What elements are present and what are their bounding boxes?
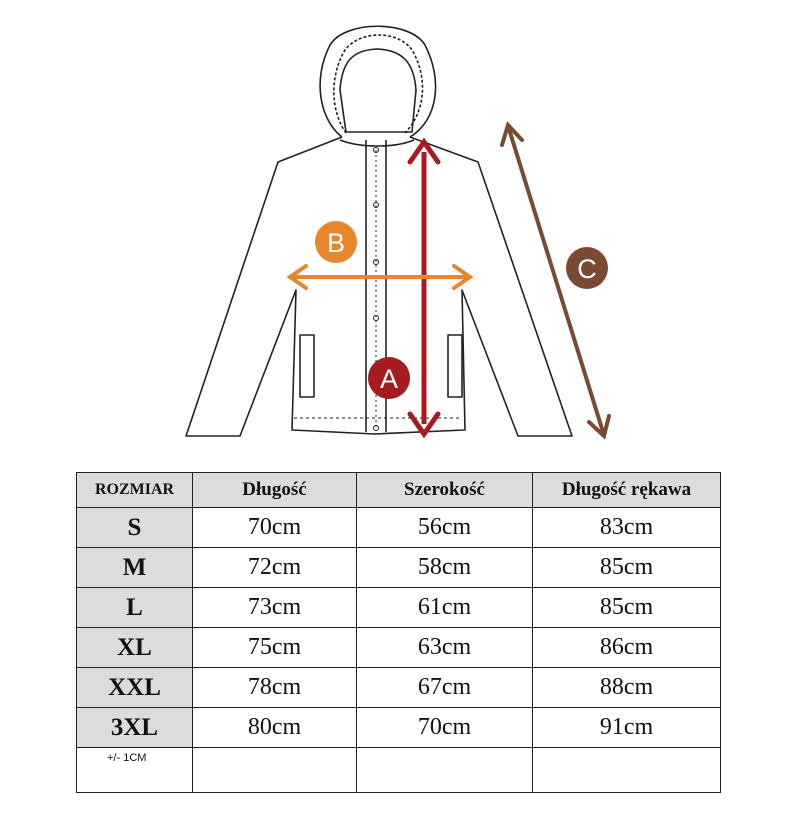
length-arrow bbox=[410, 142, 438, 434]
header-size: ROZMIAR bbox=[77, 473, 193, 508]
sleeve-cell: 83cm bbox=[533, 508, 721, 548]
table-row bbox=[77, 708, 721, 748]
sleeve-cell: 88cm bbox=[533, 668, 721, 708]
size-cell: M bbox=[77, 548, 193, 588]
length-cell: 73cm bbox=[193, 588, 357, 628]
sleeve-cell: 85cm bbox=[533, 588, 721, 628]
table-row bbox=[77, 628, 721, 668]
table-row bbox=[77, 508, 721, 548]
length-cell: 75cm bbox=[193, 628, 357, 668]
header-sleeve-length: Długość rękawa bbox=[533, 473, 721, 508]
length-cell: 70cm bbox=[193, 508, 357, 548]
sleeve-cell: 86cm bbox=[533, 628, 721, 668]
marker-a bbox=[368, 357, 410, 399]
table-header-row bbox=[77, 473, 721, 508]
width-cell: 63cm bbox=[357, 628, 533, 668]
width-cell: 70cm bbox=[357, 708, 533, 748]
width-cell: 58cm bbox=[357, 548, 533, 588]
tolerance-row bbox=[77, 748, 721, 793]
marker-b bbox=[315, 221, 357, 263]
marker-b-letter: B bbox=[326, 228, 346, 258]
length-cell: 80cm bbox=[193, 708, 357, 748]
size-cell: L bbox=[77, 588, 193, 628]
sleeve-cell: 85cm bbox=[533, 548, 721, 588]
marker-c bbox=[566, 247, 608, 289]
length-cell: 72cm bbox=[193, 548, 357, 588]
width-arrow bbox=[290, 266, 470, 288]
size-cell: S bbox=[77, 508, 193, 548]
width-cell: 56cm bbox=[357, 508, 533, 548]
header-length: Długość bbox=[193, 473, 357, 508]
table-row bbox=[77, 668, 721, 708]
sleeve-cell: 91cm bbox=[533, 708, 721, 748]
table-row bbox=[77, 548, 721, 588]
empty-cell bbox=[533, 748, 721, 793]
header-width: Szerokość bbox=[357, 473, 533, 508]
marker-a-letter: A bbox=[379, 364, 399, 394]
width-cell: 61cm bbox=[357, 588, 533, 628]
size-chart-table bbox=[76, 472, 721, 793]
width-cell: 67cm bbox=[357, 668, 533, 708]
table-row bbox=[77, 588, 721, 628]
tolerance-note: +/- 1CM bbox=[77, 748, 193, 793]
empty-cell bbox=[357, 748, 533, 793]
size-cell: 3XL bbox=[77, 708, 193, 748]
marker-c-letter: C bbox=[577, 254, 597, 284]
empty-cell bbox=[193, 748, 357, 793]
size-cell: XL bbox=[77, 628, 193, 668]
size-cell: XXL bbox=[77, 668, 193, 708]
length-cell: 78cm bbox=[193, 668, 357, 708]
